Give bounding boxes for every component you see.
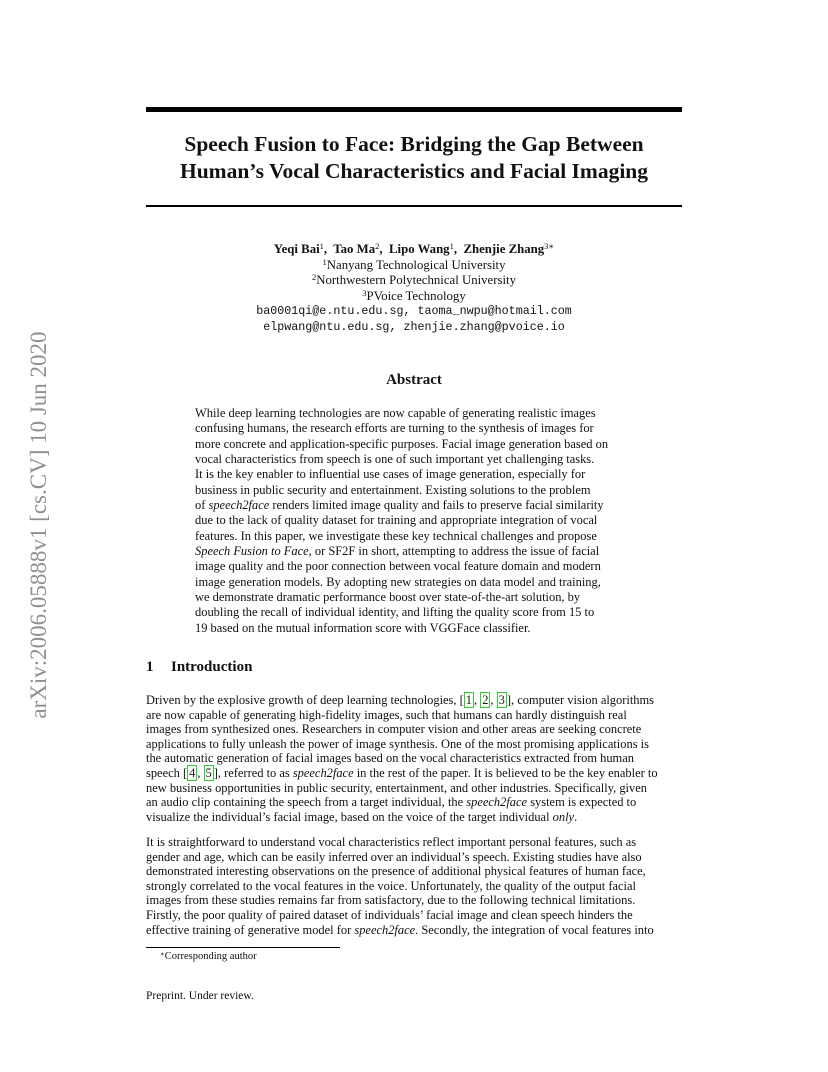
- abstract-heading: Abstract: [386, 372, 442, 388]
- abstract-line: of speech2face renders limited image quality and fails to preserve facial similarity: [195, 498, 604, 513]
- abstract-line: business in public security and entertainment. Existing solutions to the problem: [195, 482, 591, 497]
- affiliation-name: Nanyang Technological University: [326, 257, 506, 272]
- affiliation-name: PVoice Technology: [366, 288, 466, 303]
- abstract-line: vocal characteristics from speech is one of such important yet challenging tasks.: [195, 452, 595, 467]
- emphasis: only: [552, 809, 575, 824]
- affiliation-mark: 2: [312, 272, 317, 282]
- paragraph-line: new business opportunities in public security, entertainment, and other industries. Specifically, given: [146, 780, 647, 795]
- citation-link[interactable]: 4: [189, 765, 196, 780]
- method-name: speech2face: [292, 765, 354, 780]
- abstract-line: more concrete and application-specific purposes. Facial image generation based on: [195, 436, 609, 451]
- abstract-line: While deep learning technologies are now capable of generating realistic images: [195, 406, 596, 420]
- paper-title: [146, 131, 682, 185]
- title-bottom-rule: [146, 205, 682, 207]
- abstract-line: 19 based on the mutual information score with VGGFace classifier.: [195, 620, 531, 635]
- abstract-line: image generation models. By adopting new strategies on data model and training,: [195, 574, 601, 589]
- author-emails[interactable]: elpwang@ntu.edu.sg, zhenjie.zhang@pvoice.io: [263, 319, 565, 334]
- author-block: [146, 242, 682, 335]
- title-top-rule: [146, 107, 682, 112]
- paragraph-line: are now capable of generating high-fidelity images, such that humans can hardly distinguish real: [146, 707, 627, 722]
- author-emails[interactable]: ba0001qi@e.ntu.edu.sg, taoma_nwpu@hotmail.com: [256, 304, 572, 318]
- author-name: Lipo Wang: [389, 242, 450, 256]
- section-title: Introduction: [171, 659, 253, 675]
- section-number: 1: [146, 659, 154, 675]
- footnote-mark: ∗: [160, 950, 165, 958]
- method-name: speech2face: [208, 498, 270, 513]
- author-names: Yeqi Bai$^1$, Tao Ma$^2$, Lipo Wang$^1$, Zhenjie Zhang$^{3∗}$: [273, 241, 555, 256]
- paragraph-line: visualize the individual’s facial image, based on the voice of the target individual only.: [146, 809, 578, 824]
- affiliation-mark: 1: [319, 241, 324, 251]
- affiliation-mark: 3∗: [544, 241, 555, 251]
- citation-link[interactable]: 3: [498, 693, 505, 707]
- author-name: Zhenjie Zhang: [463, 242, 545, 256]
- footnote-text: Corresponding author: [164, 951, 257, 962]
- abstract-line: confusing humans, the research efforts are turning to the synthesis of images for: [195, 421, 594, 436]
- section-heading-introduction: [146, 659, 252, 676]
- affiliation-name: Northwestern Polytechnical University: [316, 273, 516, 287]
- paragraph-line: speech [ 4 , 5 ], referred to as speech2face in the rest of the paper. It is believed to be the key enabler to: [146, 765, 658, 780]
- abstract-body: [195, 406, 634, 636]
- abstract-line: It is the key enabler to influential use cases of image generation, especially for: [195, 467, 586, 482]
- paragraph-line: gender and age, which can be easily inferred over an individual’s speech. Existing studies have also: [146, 849, 642, 864]
- citation-link[interactable]: 2: [482, 693, 489, 707]
- paragraph-line: images from synthesized ones. Researchers in computer vision and other areas are seeking concrete: [146, 722, 642, 737]
- intro-paragraph-2: [146, 835, 682, 937]
- paragraph-line: It is straightforward to understand vocal characteristics reflect important personal features, such as: [146, 835, 637, 849]
- author-name: Tao Ma: [333, 242, 376, 256]
- abstract-line: due to the lack of quality dataset for training and appropriate integration of vocal: [195, 513, 598, 528]
- method-name: speech2face: [466, 795, 528, 810]
- paragraph-line: strongly correlated to the vocal features in the voice. Unfortunately, the quality of the output facial: [146, 878, 636, 893]
- citation-link[interactable]: 1: [465, 693, 472, 707]
- paragraph-line: applications to fully unleash the power of image synthesis. One of the most promising applications is: [146, 736, 649, 751]
- abstract-line: doubling the recall of individual identity, and lifting the quality score from 15 to: [195, 605, 595, 620]
- abstract-line: we demonstrate dramatic performance boost over state-of-the-art solution, by: [195, 590, 581, 605]
- paragraph-line: Firstly, the poor quality of paired dataset of individuals’ facial image and clean speech hinders the: [146, 907, 633, 922]
- affiliation-mark: 2: [375, 241, 380, 251]
- title-line: Human’s Vocal Characteristics and Facial Imaging: [179, 159, 649, 183]
- preprint-note: Preprint. Under review.: [146, 990, 254, 1002]
- affiliation-mark: 1: [449, 241, 454, 251]
- paragraph-line: an audio clip containing the speech from a target individual, the speech2face system is expected to: [146, 795, 637, 810]
- method-name: speech2face: [354, 922, 416, 937]
- paragraph-line: Driven by the explosive growth of deep learning technologies, [ 1 , 2 , 3 ], computer vision algorithms: [146, 693, 655, 707]
- author-name: Yeqi Bai: [273, 242, 320, 256]
- paragraph-line: the automatic generation of facial images based on the vocal characteristics extracted from human: [146, 751, 634, 766]
- abstract-line: image quality and the poor connection between vocal feature domain and modern: [195, 559, 601, 574]
- intro-paragraph-1: [146, 693, 682, 824]
- paragraph-line: demonstrated interesting observations on the presence of additional physical features of human face,: [146, 864, 646, 879]
- footnote: [160, 951, 257, 962]
- paragraph-line: effective training of generative model for speech2face. Secondly, the integration of vocal features into: [146, 922, 654, 937]
- citation-link[interactable]: 5: [205, 765, 212, 780]
- method-name: Speech Fusion to Face: [195, 544, 309, 559]
- paragraph-line: images from these studies remains far from satisfactory, due to the following technical limitations.: [146, 893, 636, 908]
- affiliation-mark: 3: [362, 287, 367, 298]
- affiliation: [146, 273, 682, 289]
- abstract-line: Speech Fusion to Face, or SF2F in short, attempting to address the issue of facial: [195, 544, 600, 559]
- arxiv-side-identifier: arXiv:2006.05888v1 [cs.CV] 10 Jun 2020: [26, 331, 51, 719]
- affiliation: [146, 289, 682, 305]
- affiliation-mark: 1: [322, 256, 327, 267]
- footnote-rule: [146, 947, 340, 948]
- affiliation: [146, 258, 682, 274]
- title-line: Speech Fusion to Face: Bridging the Gap Between: [184, 132, 644, 156]
- abstract-line: features. In this paper, we investigate these key technical challenges and propose: [195, 528, 597, 543]
